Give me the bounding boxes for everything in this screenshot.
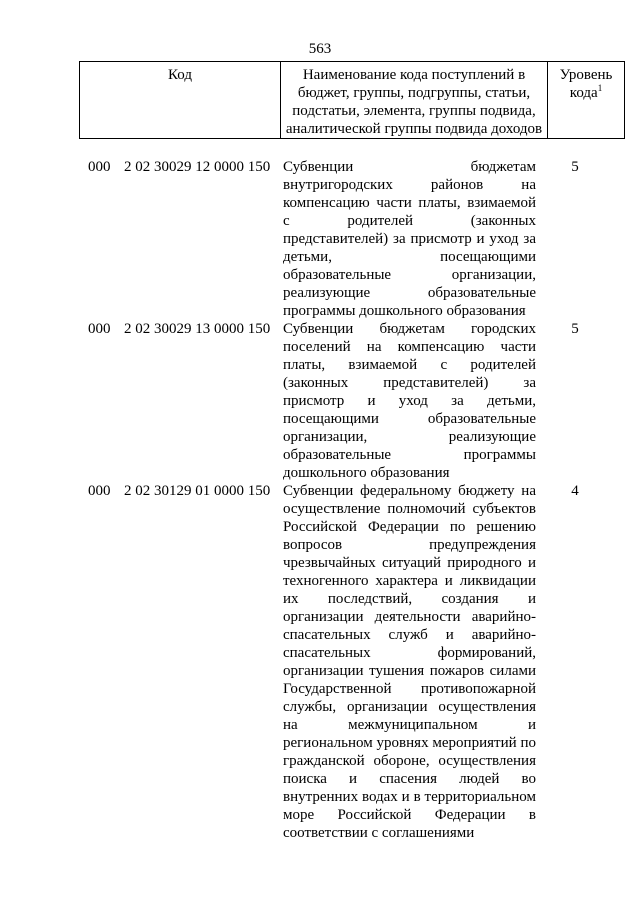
footnote-marker: 1	[597, 83, 603, 93]
admin-code: 000	[88, 483, 111, 499]
revenue-description: Субвенции бюджетам внутригородских районов на компенсацию части платы, взимаемой с родителей (законных представителей) за присмотр и уход за детьми, посещающими образовательные организации, реализующие образовательные программы дошкольного образования	[283, 159, 536, 319]
table-row	[0, 320, 640, 482]
admin-code: 000	[88, 159, 111, 175]
table-body	[0, 158, 640, 842]
revenue-code: 2 02 30029 12 0000 150	[124, 159, 271, 175]
table-row	[0, 158, 640, 320]
revenue-description: Субвенции федеральному бюджету на осуществление полномочий субъектов Российской Федерации по решению вопросов предупреждения чрезвычайных ситуаций природного и техногенного характера и ликвидации их последствий, создания и организации деятельности аварийно-спасательных служб и аварийно-спасательных формирований, организации тушения пожаров силами Государственной противопожарной службы, организации осуществления на межмуниципальном и региональном уровнях мероприятий по гражданской обороне, осуществления поиска и спасения людей во внутренних водах и в территориальном море Российской Федерации в соответствии с соглашениями	[283, 483, 536, 841]
code-level: 5	[571, 159, 579, 175]
admin-code: 000	[88, 321, 111, 337]
code-level: 4	[571, 483, 579, 499]
header-level: Уровень кода$^1$	[548, 62, 625, 139]
revenue-description: Субвенции бюджетам городских поселений на компенсацию части платы, взимаемой с родителей (законных представителей) за присмотр и уход за детьми, посещающими образовательные организации, реализующие образовательные программы дошкольного образования	[283, 321, 536, 481]
revenue-code: 2 02 30129 01 0000 150	[124, 483, 271, 499]
table-row	[0, 482, 640, 842]
code-level: 5	[571, 321, 579, 337]
page-number: 563	[308, 41, 332, 57]
revenue-code: 2 02 30029 13 0000 150	[124, 321, 271, 337]
table-header	[79, 61, 625, 139]
header-name: Наименование кода поступлений в бюджет, группы, подгруппы, статьи, подстатьи, элемента, группы подвида, аналитической группы подвида доходов	[281, 62, 548, 139]
header-code: Код	[80, 62, 281, 139]
